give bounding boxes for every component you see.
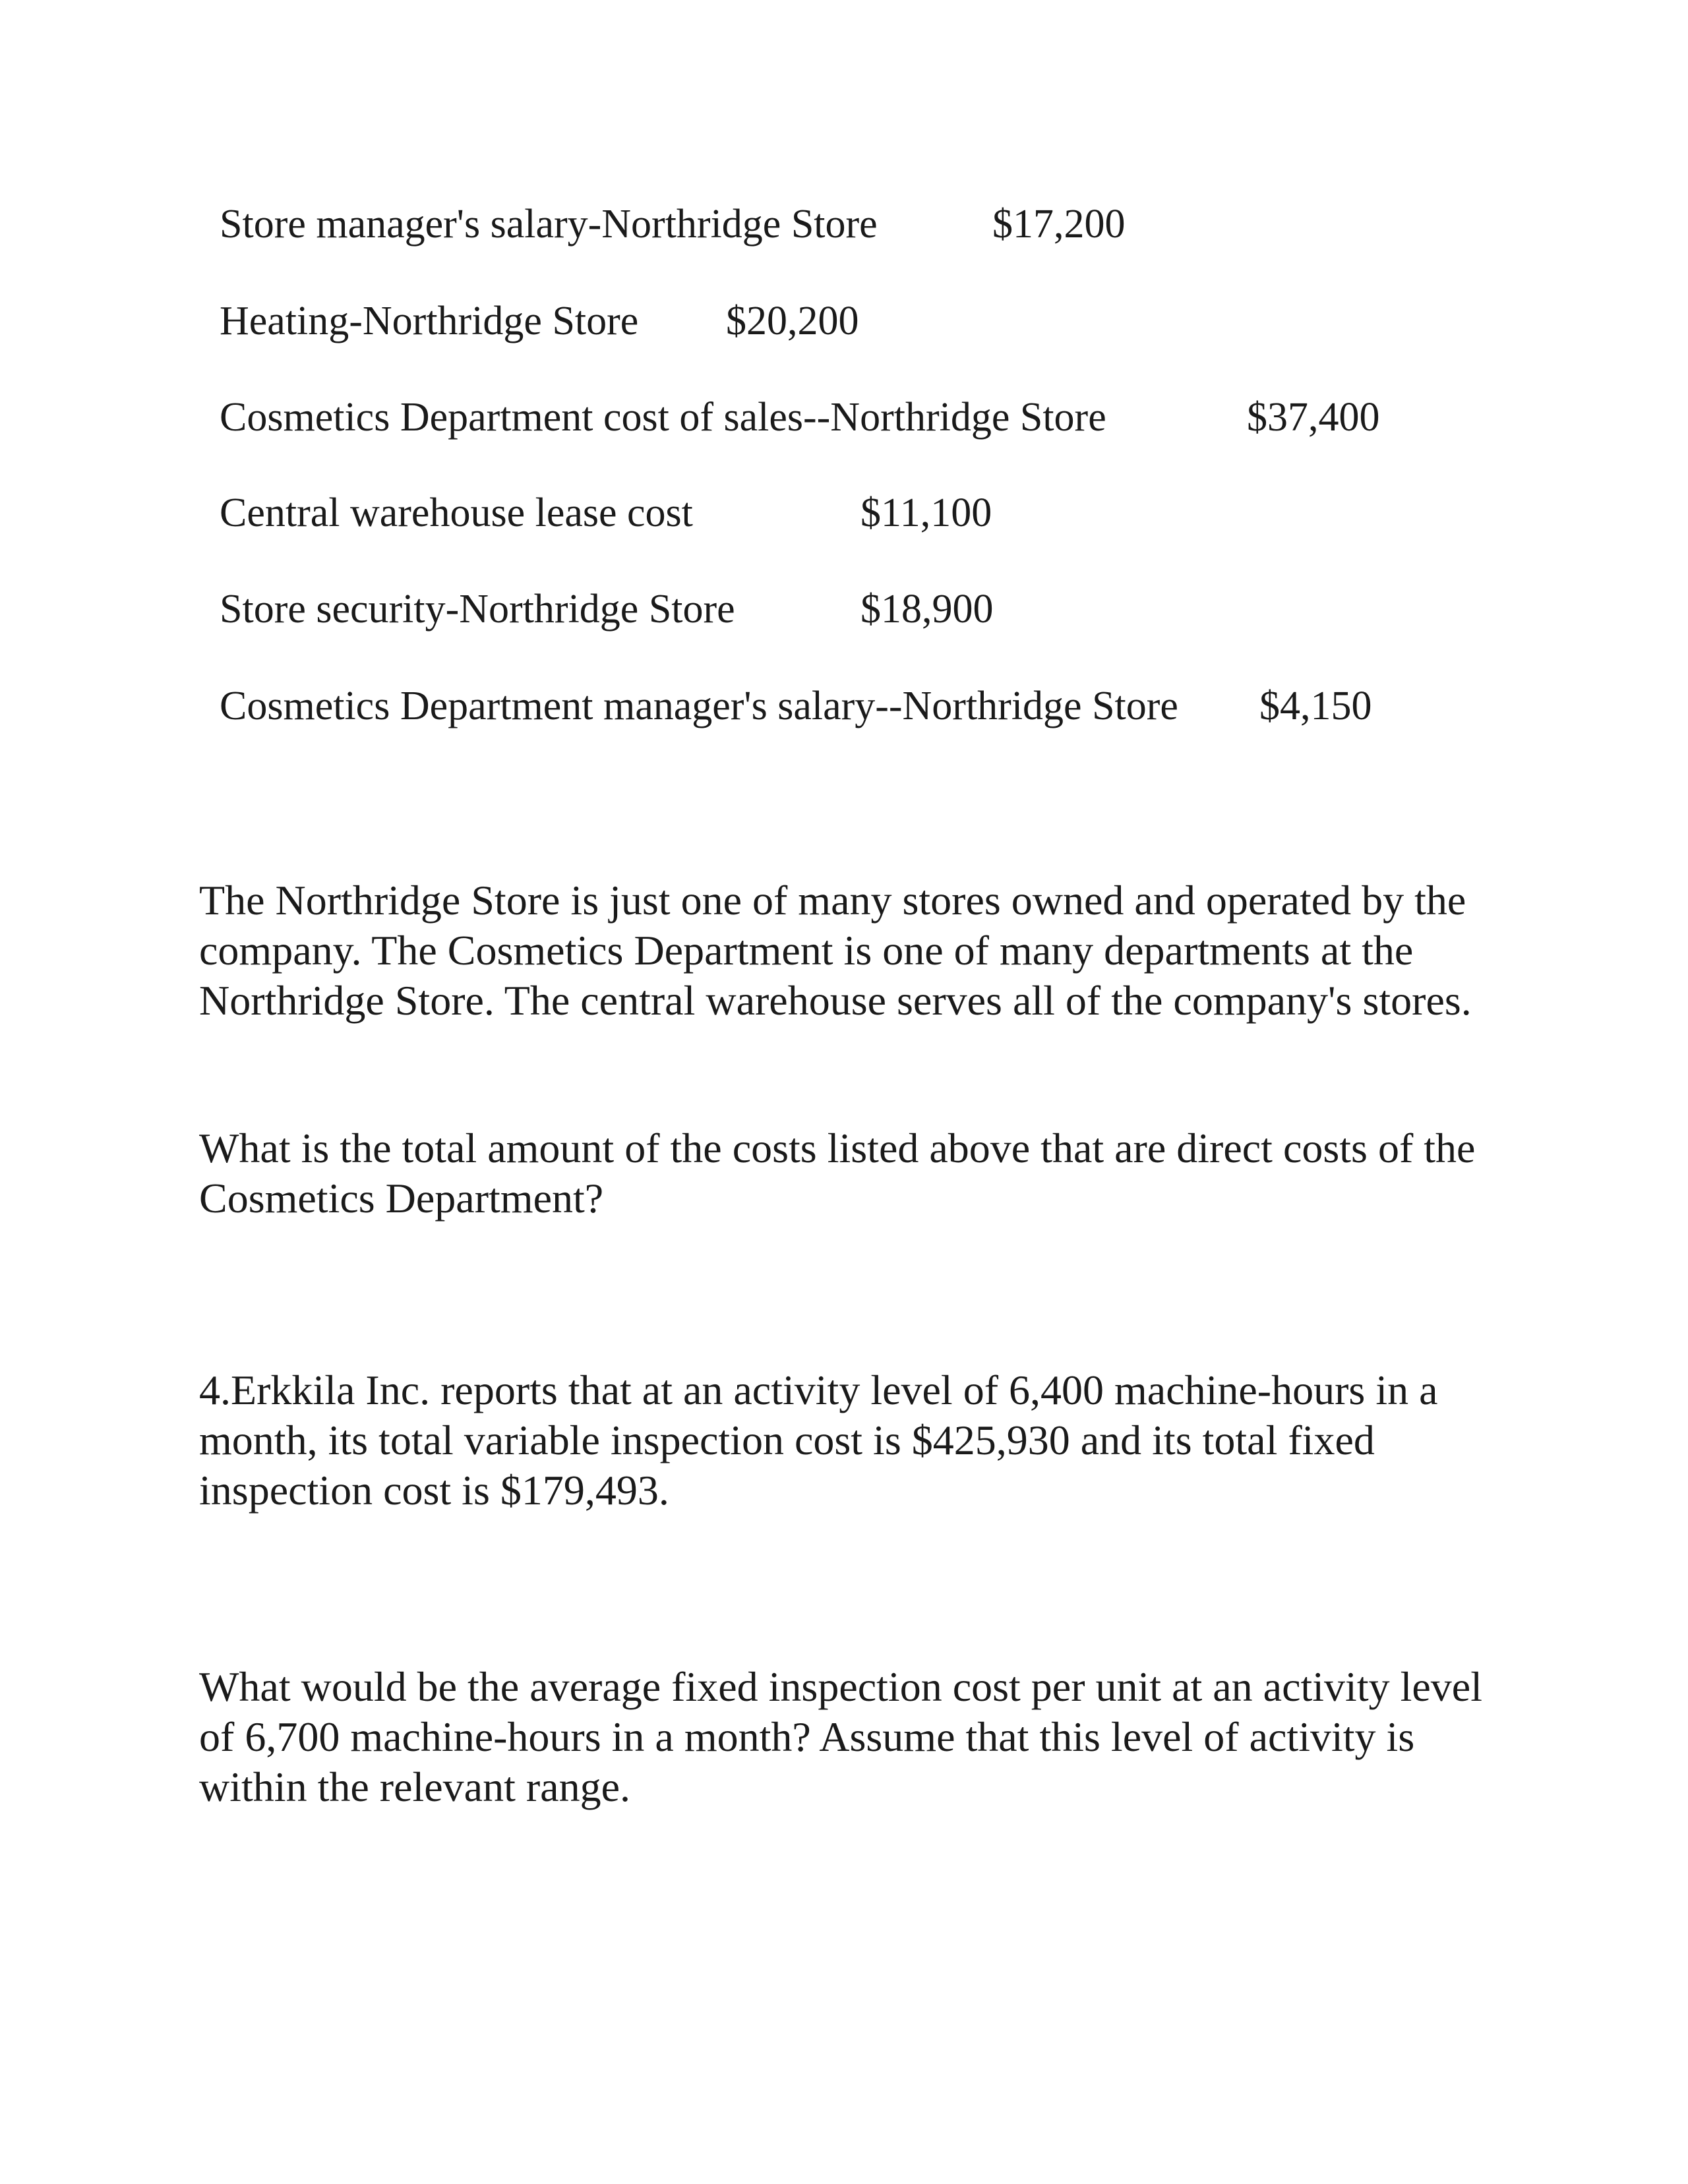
cost-item-amount: $4,150 bbox=[1259, 684, 1372, 728]
cost-item-amount: $20,200 bbox=[726, 299, 859, 343]
cost-item-label: Cosmetics Department manager's salary--Northridge Store bbox=[220, 684, 1178, 728]
cost-item-label: Central warehouse lease cost bbox=[220, 490, 693, 535]
cost-item-amount: $18,900 bbox=[860, 587, 994, 632]
cost-item-label: Heating-Northridge Store bbox=[220, 299, 639, 343]
cost-item-amount: $11,100 bbox=[860, 490, 992, 535]
direct-costs-question: What is the total amount of the costs listed above that are direct costs of the Cosmetics Department? bbox=[199, 1125, 1476, 1222]
context-paragraph: The Northridge Store is just one of many stores owned and operated by the company. The Cosmetics Department is one of many departments at the Northridge Store. The central warehouse serves all of the company's stores. bbox=[199, 877, 1472, 1024]
problem-4-statement: 4.Erkkila Inc. reports that at an activity level of 6,400 machine-hours in a month, its total variable inspection cost is $425,930 and its total fixed inspection cost is $179,493. bbox=[199, 1367, 1438, 1514]
cost-item-label: Store security-Northridge Store bbox=[220, 587, 735, 632]
cost-item-label: Cosmetics Department cost of sales--Northridge Store bbox=[220, 395, 1106, 440]
cost-item-amount: $17,200 bbox=[992, 202, 1126, 247]
cost-item-label: Store manager's salary-Northridge Store bbox=[220, 202, 878, 247]
fixed-cost-question: What would be the average fixed inspection cost per unit at an activity level of 6,700 machine-hours in a month? Assume that this level of activity is within the relevant range. bbox=[199, 1663, 1482, 1810]
cost-item-amount: $37,400 bbox=[1247, 395, 1380, 440]
